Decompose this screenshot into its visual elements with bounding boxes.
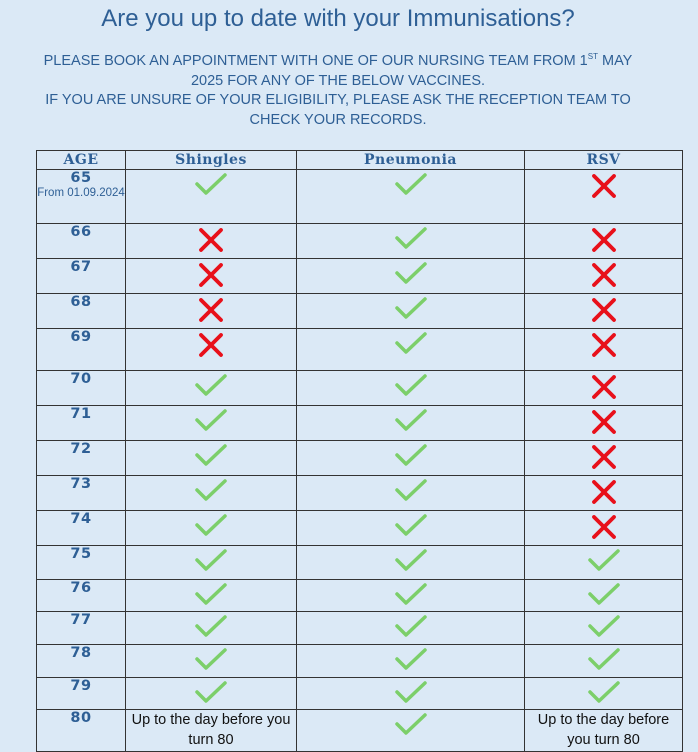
rsv-cell	[525, 371, 683, 406]
table-row	[37, 259, 683, 294]
check-icon	[195, 615, 227, 642]
check-icon	[395, 583, 427, 610]
check-icon	[588, 549, 620, 576]
table-row	[37, 710, 683, 752]
header-age: AGE	[37, 151, 126, 170]
pneumonia-cell	[297, 259, 525, 294]
age-cell	[37, 476, 126, 511]
table-row	[37, 580, 683, 612]
pneumonia-cell	[297, 580, 525, 612]
pneumonia-cell	[297, 645, 525, 678]
eligibility-instruction: IF YOU ARE UNSURE OF YOUR ELIGIBILITY, PLEASE ASK THE RECEPTION TEAM TO CHECK YOUR RECORDS.	[45, 92, 631, 128]
shingles-note-cell: Up to the day before you turn 80	[126, 710, 297, 752]
age-value: 73	[70, 476, 92, 492]
booking-instruction: PLEASE BOOK AN APPOINTMENT WITH ONE OF OUR NURSING TEAM FROM 1ST MAY 2025 FOR ANY OF THE BELOW VACCINES.	[43, 52, 633, 89]
check-icon	[395, 615, 427, 642]
pneumonia-cell	[297, 329, 525, 371]
shingles-cell	[126, 406, 297, 441]
cross-icon	[198, 227, 224, 258]
rsv-cell	[525, 511, 683, 546]
check-icon	[195, 173, 227, 200]
check-icon	[195, 409, 227, 436]
rsv-cell	[525, 441, 683, 476]
shingles-cell	[126, 645, 297, 678]
age-value: 75	[70, 546, 92, 562]
age-cell	[37, 406, 126, 441]
pneumonia-cell	[297, 612, 525, 645]
vaccine-eligibility-table	[36, 150, 683, 752]
check-icon	[395, 374, 427, 401]
shingles-cell	[126, 371, 297, 406]
cross-icon	[591, 227, 617, 258]
check-icon	[395, 648, 427, 675]
check-icon	[395, 479, 427, 506]
pneumonia-cell	[297, 546, 525, 580]
cross-icon	[591, 409, 617, 440]
age-cell	[37, 329, 126, 371]
age-value: 69	[70, 329, 92, 345]
shingles-cell	[126, 259, 297, 294]
cross-icon	[591, 173, 617, 204]
age-value: 74	[70, 511, 92, 527]
table-row	[37, 441, 683, 476]
shingles-cell	[126, 329, 297, 371]
header-rsv: RSV	[525, 151, 683, 170]
check-icon	[395, 444, 427, 471]
check-icon	[195, 444, 227, 471]
header-pneumonia: Pneumonia	[297, 151, 525, 170]
check-icon	[195, 374, 227, 401]
table-row	[37, 406, 683, 441]
age-cell	[37, 612, 126, 645]
rsv-cell	[525, 329, 683, 371]
rsv-cell	[525, 612, 683, 645]
age-cell	[37, 294, 126, 329]
pneumonia-cell	[297, 294, 525, 329]
rsv-cell	[525, 170, 683, 224]
cross-icon	[591, 262, 617, 293]
check-icon	[395, 713, 427, 740]
rsv-cell	[525, 678, 683, 710]
shingles-cell	[126, 612, 297, 645]
shingles-cell	[126, 678, 297, 710]
check-icon	[588, 615, 620, 642]
age-value: 79	[70, 678, 92, 694]
age-cell	[37, 546, 126, 580]
age-value: 67	[70, 259, 92, 275]
age-cell	[37, 170, 126, 224]
shingles-cell	[126, 170, 297, 224]
shingles-cell	[126, 511, 297, 546]
cross-icon	[198, 332, 224, 363]
pneumonia-cell	[297, 406, 525, 441]
check-icon	[588, 583, 620, 610]
age-value: 65	[70, 170, 92, 186]
age-value: 72	[70, 441, 92, 457]
check-icon	[395, 332, 427, 359]
shingles-cell	[126, 476, 297, 511]
age-note: From 01.09.2024	[37, 187, 125, 199]
check-icon	[195, 681, 227, 708]
age-value: 80	[70, 710, 92, 726]
age-cell	[37, 511, 126, 546]
rsv-cell	[525, 476, 683, 511]
table-row	[37, 511, 683, 546]
check-icon	[395, 681, 427, 708]
rsv-cell	[525, 406, 683, 441]
table-row	[37, 546, 683, 580]
table-row	[37, 224, 683, 259]
age-value: 77	[70, 612, 92, 628]
pneumonia-cell	[297, 371, 525, 406]
cross-icon	[591, 332, 617, 363]
rsv-cell	[525, 294, 683, 329]
age-value: 76	[70, 580, 92, 596]
check-icon	[395, 227, 427, 254]
check-icon	[395, 409, 427, 436]
check-icon	[195, 648, 227, 675]
table-row	[37, 612, 683, 645]
table-row	[37, 371, 683, 406]
age-cell	[37, 580, 126, 612]
check-icon	[395, 549, 427, 576]
age-cell	[37, 678, 126, 710]
page-title: Are you up to date with your Immunisations?	[101, 5, 575, 32]
age-value: 78	[70, 645, 92, 661]
shingles-cell	[126, 546, 297, 580]
pneumonia-cell	[297, 511, 525, 546]
shingles-cell	[126, 441, 297, 476]
age-cell	[37, 710, 126, 752]
header-shingles: Shingles	[126, 151, 297, 170]
check-icon	[195, 514, 227, 541]
age-cell	[37, 645, 126, 678]
age-value: 70	[70, 371, 92, 387]
cross-icon	[591, 514, 617, 545]
age-cell	[37, 371, 126, 406]
pneumonia-cell	[297, 710, 525, 752]
shingles-cell	[126, 580, 297, 612]
table-row	[37, 645, 683, 678]
pneumonia-cell	[297, 678, 525, 710]
rsv-cell	[525, 580, 683, 612]
check-icon	[395, 262, 427, 289]
age-value: 68	[70, 294, 92, 310]
check-icon	[195, 479, 227, 506]
rsv-cell	[525, 645, 683, 678]
check-icon	[395, 297, 427, 324]
cross-icon	[591, 479, 617, 510]
cross-icon	[591, 374, 617, 405]
cross-icon	[591, 444, 617, 475]
check-icon	[195, 583, 227, 610]
age-cell	[37, 224, 126, 259]
table-row	[37, 294, 683, 329]
table-header-row	[37, 151, 683, 170]
cross-icon	[198, 262, 224, 293]
check-icon	[588, 648, 620, 675]
ordinal-suffix: ST	[587, 52, 598, 61]
pneumonia-cell	[297, 441, 525, 476]
rsv-cell	[525, 259, 683, 294]
check-icon	[195, 549, 227, 576]
age-cell	[37, 259, 126, 294]
rsv-note-cell: Up to the day before you turn 80	[525, 710, 683, 752]
rsv-cell	[525, 546, 683, 580]
pneumonia-cell	[297, 224, 525, 259]
shingles-cell	[126, 294, 297, 329]
pneumonia-cell	[297, 170, 525, 224]
cross-icon	[198, 297, 224, 328]
age-value: 66	[70, 224, 92, 240]
shingles-cell	[126, 224, 297, 259]
intro-text	[30, 52, 646, 130]
check-icon	[588, 681, 620, 708]
age-cell	[37, 441, 126, 476]
check-icon	[395, 173, 427, 200]
pneumonia-cell	[297, 476, 525, 511]
rsv-cell	[525, 224, 683, 259]
cross-icon	[591, 297, 617, 328]
table-row	[37, 678, 683, 710]
age-value: 71	[70, 406, 92, 422]
table-row	[37, 329, 683, 371]
check-icon	[395, 514, 427, 541]
table-row	[37, 476, 683, 511]
table-row	[37, 170, 683, 224]
